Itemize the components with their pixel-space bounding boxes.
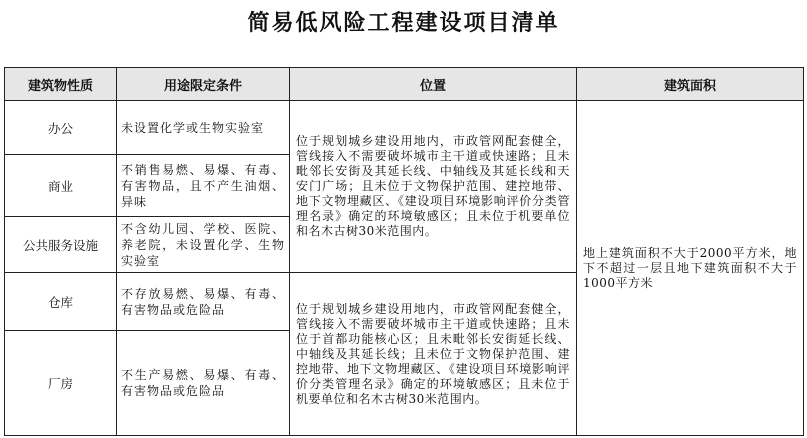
header-building-area: 建筑面积: [577, 68, 804, 101]
building-type-cell: 仓库: [5, 273, 117, 331]
table-header-row: [5, 68, 804, 101]
building-area-text: 地上建筑面积不大于2000平方米，地下不超过一层且地下建筑面积不大于1000平方米: [583, 245, 797, 290]
usage-condition-cell: 未设置化学或生物实验室: [117, 101, 290, 155]
building-area-cell: [577, 101, 804, 436]
location-cell-group-1: [290, 101, 577, 273]
header-usage-condition: 用途限定条件: [117, 68, 290, 101]
building-type-cell: 办公: [5, 101, 117, 155]
usage-condition-cell: 不生产易燃、易爆、有毒、有害物品或危险品: [117, 331, 290, 436]
location-text: 位于规划城乡建设用地内，市政管网配套健全，管线接入不需要破坏城市主干道或快速路；且未毗邻长安街及其延长线、中轴线及其延长线和天安门广场；且未位于文物保护范围、建控地带、地下文物埋藏区、《建设项目环境影响评价分类管理名录》确定的环境敏感区；且未位于机要单位和名木古树30米范围内。: [296, 134, 570, 238]
location-cell-group-2: [290, 273, 577, 436]
header-location: 位置: [290, 68, 577, 101]
building-type-cell: 厂房: [5, 331, 117, 436]
building-type-cell: 公共服务设施: [5, 217, 117, 273]
table-row: [5, 101, 804, 155]
usage-condition-cell: 不含幼儿园、学校、医院、养老院，未设置化学、生物实验室: [117, 217, 290, 273]
project-list-table: [4, 67, 804, 436]
building-type-cell: 商业: [5, 155, 117, 217]
usage-condition-cell: 不销售易燃、易爆、有毒、有害物品，且不产生油烟、异味: [117, 155, 290, 217]
page-title: 简易低风险工程建设项目清单: [247, 11, 560, 36]
usage-condition-cell: 不存放易燃、易爆、有毒、有害物品或危险品: [117, 273, 290, 331]
location-text: 位于规划城乡建设用地内，市政管网配套健全，管线接入不需要破坏城市主干道或快速路；且未位于首都功能核心区；且未毗邻长安街延长线、中轴线及其延长线；且未位于文物保护范围、建控地带、地下文物埋藏区、《建设项目环境影响评价分类管理名录》确定的环境敏感区；且未位于机要单位和名木古树30米范围内。: [296, 301, 570, 406]
header-building-type: 建筑物性质: [5, 68, 117, 101]
